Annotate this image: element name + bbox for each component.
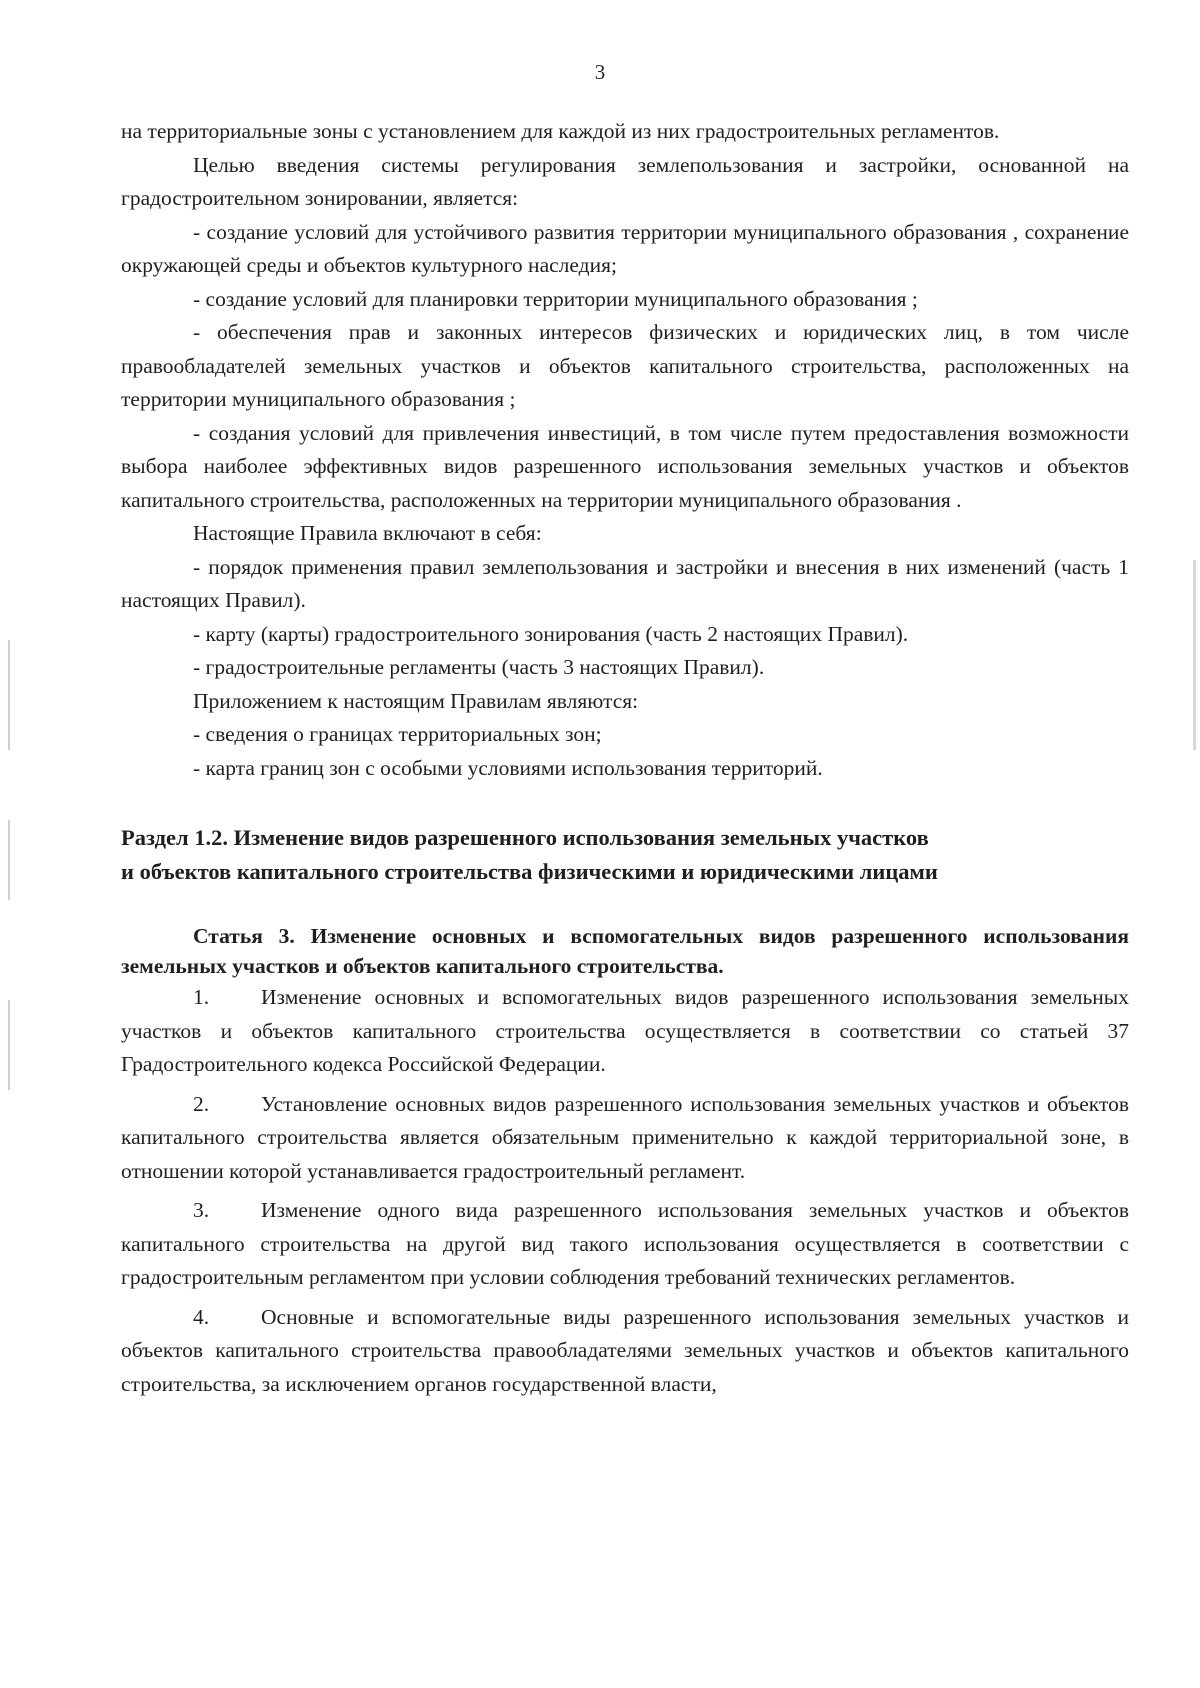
list-item: - обеспечения прав и законных интересов физических и юридических лиц, в том числе правообладателей земельных участков и объектов капитального строительства, расположенных на территории муниципального образования ; xyxy=(121,320,1129,411)
list-item: - создание условий для устойчивого развития территории муниципального образования , сохранение окружающей среды и объектов культурного наследия; xyxy=(121,219,1129,277)
list-item: - градостроительные регламенты (часть 3 настоящих Правил). xyxy=(193,655,765,679)
scan-edge-mark xyxy=(8,640,10,750)
list-item: - создание условий для планировки территории муниципального образования ; xyxy=(193,286,918,311)
numbered-item xyxy=(121,1301,1129,1402)
page-number: 3 xyxy=(594,60,606,84)
list-item: - порядок применения правил землепользования и застройки и внесения в них изменений (часть 1 настоящих Правил). xyxy=(121,554,1129,612)
section-heading-line: Раздел 1.2. Изменение видов разрешенного использования земельных участков xyxy=(121,825,929,850)
numbered-item xyxy=(121,981,1129,1082)
item-text: Изменение основных и вспомогательных видов разрешенного использования земельных участков и объектов капитального строительства осуществляется в соответствии со статьей 37 Градостроительного кодекса Российской Федерации. xyxy=(121,985,1129,1076)
list-item: - карту (карты) градостроительного зонирования (часть 2 настоящих Правил). xyxy=(193,621,909,646)
item-text: Изменение одного вида разрешенного использования земельных участков и объектов капитального строительства на другой вид такого использования осуществляется в соответствии с градостроительным регламентом при условии соблюдения требований технических регламентов. xyxy=(121,1198,1129,1289)
paragraph: Настоящие Правила включают в себя: xyxy=(193,521,542,545)
list-item: - карта границ зон с особыми условиями использования территорий. xyxy=(193,755,823,780)
item-number: 1. xyxy=(193,985,210,1009)
section-heading-line: и объектов капитального строительства физическими и юридическими лицами xyxy=(121,859,938,884)
list-item: - сведения о границах территориальных зон; xyxy=(193,722,602,746)
item-number: 2. xyxy=(193,1091,210,1116)
item-number: 4. xyxy=(193,1304,210,1329)
section-heading xyxy=(121,821,1129,889)
paragraph: Целью введения системы регулирования землепользования и застройки, основанной на градостроительном зонировании, является: xyxy=(121,152,1129,210)
scan-edge-mark xyxy=(8,820,10,900)
item-number: 3. xyxy=(193,1198,210,1222)
item-text: Установление основных видов разрешенного использования земельных участков и объектов капитального строительства является обязательным применительно к каждой территориальной зоне, в отношении которой устанавливается градостроительный регламент. xyxy=(121,1091,1129,1183)
scan-edge-mark xyxy=(1193,560,1196,750)
paragraph: Приложением к настоящим Правилам являются: xyxy=(193,688,639,713)
numbered-item xyxy=(121,1194,1129,1295)
document-body xyxy=(121,115,1129,1401)
numbered-item xyxy=(121,1088,1129,1189)
item-text: Основные и вспомогательные виды разрешенного использования земельных участков и объектов капитального строительства правообладателями земельных участков и объектов капитального строительства, за исключением органов государственной власти, xyxy=(121,1304,1129,1396)
article-heading: Статья 3. Изменение основных и вспомогательных видов разрешенного использования земельных участков и объектов капитального строительства. xyxy=(121,924,1129,978)
list-item: - создания условий для привлечения инвестиций, в том числе путем предоставления возможности выбора наиболее эффективных видов разрешенного использования земельных участков и объектов капитального строительства, расположенных на территории муниципального образования . xyxy=(121,420,1129,512)
scan-edge-mark xyxy=(8,1000,10,1090)
paragraph: на территориальные зоны с установлением для каждой из них градостроительных регламентов. xyxy=(121,119,1000,143)
